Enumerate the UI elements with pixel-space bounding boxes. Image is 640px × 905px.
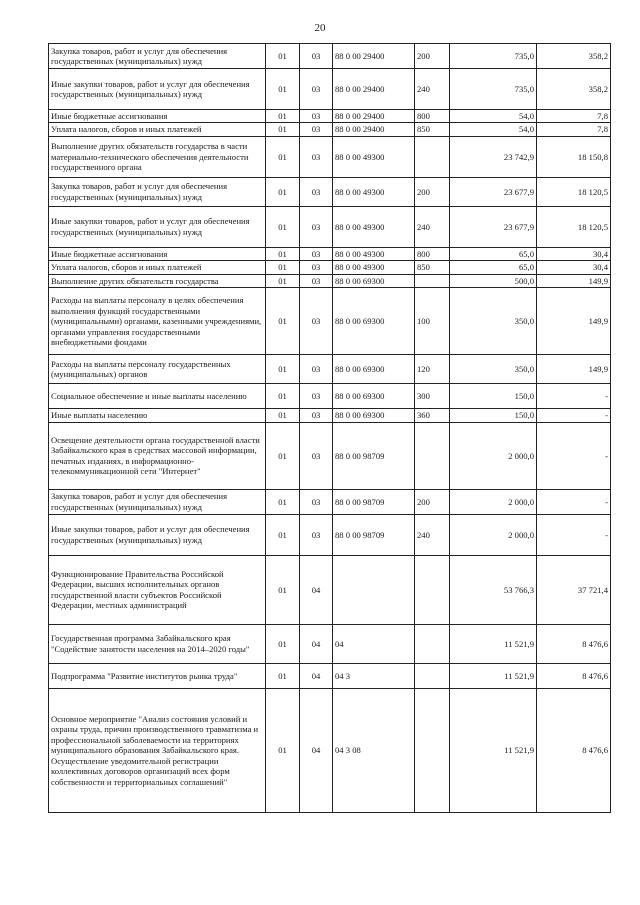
subsection-code: 03 xyxy=(300,384,333,409)
planned-amount: 150,0 xyxy=(450,409,537,422)
expense-type-code: 800 xyxy=(415,247,450,260)
section-code: 01 xyxy=(266,514,300,555)
expense-type-code: 200 xyxy=(415,489,450,514)
table-row xyxy=(49,44,611,69)
expense-type-code: 120 xyxy=(415,355,450,384)
target-article-code: 88 0 00 69300 xyxy=(333,274,415,287)
item-name: Иные бюджетные ассигнования xyxy=(49,247,266,260)
executed-amount: 358,2 xyxy=(537,44,611,69)
expense-type-code xyxy=(415,624,450,663)
section-code: 01 xyxy=(266,384,300,409)
expense-type-code: 240 xyxy=(415,514,450,555)
target-article-code: 88 0 00 29400 xyxy=(333,44,415,69)
planned-amount: 150,0 xyxy=(450,384,537,409)
item-name: Выполнение других обязательств государства в части материально-технического обеспечения деятельности государственного органа xyxy=(49,136,266,177)
item-name: Функционирование Правительства Российской Федерации, высших исполнительных органов государственной власти субъектов Российской Федерации, местных администраций xyxy=(49,555,266,624)
expense-type-code: 200 xyxy=(415,177,450,206)
executed-amount: - xyxy=(537,409,611,422)
section-code: 01 xyxy=(266,688,300,812)
section-code: 01 xyxy=(266,555,300,624)
planned-amount: 11 521,9 xyxy=(450,663,537,688)
executed-amount: 7,8 xyxy=(537,110,611,123)
expense-type-code: 240 xyxy=(415,206,450,247)
target-article-code: 88 0 00 98709 xyxy=(333,489,415,514)
table-row xyxy=(49,261,611,274)
target-article-code: 88 0 00 69300 xyxy=(333,409,415,422)
target-article-code: 88 0 00 49300 xyxy=(333,206,415,247)
subsection-code: 04 xyxy=(300,624,333,663)
expense-type-code: 360 xyxy=(415,409,450,422)
item-name: Закупка товаров, работ и услуг для обеспечения государственных (муниципальных) нужд xyxy=(49,177,266,206)
subsection-code: 03 xyxy=(300,177,333,206)
planned-amount: 735,0 xyxy=(450,44,537,69)
item-name: Расходы на выплаты персоналу в целях обеспечения выполнения функций государственными (муниципальными) органами, казенными учреждениями, органами управления государственными внебюджетными фондами xyxy=(49,288,266,355)
table-row xyxy=(49,288,611,355)
section-code: 01 xyxy=(266,247,300,260)
target-article-code xyxy=(333,555,415,624)
subsection-code: 03 xyxy=(300,489,333,514)
expense-type-code xyxy=(415,555,450,624)
executed-amount: 18 120,5 xyxy=(537,177,611,206)
section-code: 01 xyxy=(266,206,300,247)
executed-amount: - xyxy=(537,422,611,489)
target-article-code: 88 0 00 69300 xyxy=(333,288,415,355)
budget-table xyxy=(48,43,611,813)
planned-amount: 350,0 xyxy=(450,355,537,384)
executed-amount: 7,8 xyxy=(537,123,611,136)
item-name: Закупка товаров, работ и услуг для обеспечения государственных (муниципальных) нужд xyxy=(49,489,266,514)
table-row xyxy=(49,514,611,555)
expense-type-code: 200 xyxy=(415,44,450,69)
table-row xyxy=(49,422,611,489)
subsection-code: 04 xyxy=(300,555,333,624)
planned-amount: 54,0 xyxy=(450,110,537,123)
section-code: 01 xyxy=(266,44,300,69)
executed-amount: 18 120,5 xyxy=(537,206,611,247)
planned-amount: 2 000,0 xyxy=(450,489,537,514)
table-row xyxy=(49,355,611,384)
item-name: Социальное обеспечение и иные выплаты населению xyxy=(49,384,266,409)
executed-amount: - xyxy=(537,384,611,409)
planned-amount: 11 521,9 xyxy=(450,624,537,663)
item-name: Иные закупки товаров, работ и услуг для обеспечения государственных (муниципальных) нужд xyxy=(49,514,266,555)
subsection-code: 03 xyxy=(300,274,333,287)
section-code: 01 xyxy=(266,261,300,274)
item-name: Иные закупки товаров, работ и услуг для обеспечения государственных (муниципальных) нужд xyxy=(49,69,266,110)
section-code: 01 xyxy=(266,69,300,110)
target-article-code: 88 0 00 49300 xyxy=(333,261,415,274)
subsection-code: 03 xyxy=(300,261,333,274)
expense-type-code xyxy=(415,274,450,287)
item-name: Государственная программа Забайкальского края "Содействие занятости населения на 2014–2020 годы" xyxy=(49,624,266,663)
section-code: 01 xyxy=(266,136,300,177)
planned-amount: 23 677,9 xyxy=(450,206,537,247)
section-code: 01 xyxy=(266,624,300,663)
subsection-code: 04 xyxy=(300,688,333,812)
item-name: Иные бюджетные ассигнования xyxy=(49,110,266,123)
item-name: Освещение деятельности органа государственной власти Забайкальского края в средствах массовой информации, печатных изданиях, в информационно-телекоммуникационной сети "Интернет" xyxy=(49,422,266,489)
target-article-code: 88 0 00 98709 xyxy=(333,422,415,489)
planned-amount: 350,0 xyxy=(450,288,537,355)
expense-type-code: 100 xyxy=(415,288,450,355)
expense-type-code: 850 xyxy=(415,123,450,136)
executed-amount: 149,9 xyxy=(537,288,611,355)
subsection-code: 03 xyxy=(300,514,333,555)
subsection-code: 04 xyxy=(300,663,333,688)
table-row xyxy=(49,555,611,624)
target-article-code: 04 3 08 xyxy=(333,688,415,812)
planned-amount: 65,0 xyxy=(450,261,537,274)
executed-amount: 149,9 xyxy=(537,274,611,287)
executed-amount: 8 476,6 xyxy=(537,663,611,688)
planned-amount: 11 521,9 xyxy=(450,688,537,812)
item-name: Расходы на выплаты персоналу государственных (муниципальных) органов xyxy=(49,355,266,384)
table-row xyxy=(49,247,611,260)
expense-type-code xyxy=(415,663,450,688)
planned-amount: 23 742,9 xyxy=(450,136,537,177)
table-row xyxy=(49,136,611,177)
subsection-code: 03 xyxy=(300,110,333,123)
table-row xyxy=(49,384,611,409)
executed-amount: 8 476,6 xyxy=(537,688,611,812)
expense-type-code: 240 xyxy=(415,69,450,110)
subsection-code: 03 xyxy=(300,247,333,260)
table-row xyxy=(49,663,611,688)
item-name: Основное мероприятие "Анализ состояния условий и охраны труда, причин производственного травматизма и профессиональной заболеваемости на территориях муниципального образования Забайкальского края. Осуществление уведомительной регистрации коллективных договоров организаций всех форм собственности и территориальных соглашений" xyxy=(49,688,266,812)
table-row xyxy=(49,206,611,247)
planned-amount: 735,0 xyxy=(450,69,537,110)
expense-type-code xyxy=(415,136,450,177)
target-article-code: 88 0 00 98709 xyxy=(333,514,415,555)
planned-amount: 53 766,3 xyxy=(450,555,537,624)
executed-amount: 18 150,8 xyxy=(537,136,611,177)
item-name: Уплата налогов, сборов и иных платежей xyxy=(49,261,266,274)
subsection-code: 03 xyxy=(300,288,333,355)
section-code: 01 xyxy=(266,288,300,355)
section-code: 01 xyxy=(266,409,300,422)
item-name: Подпрограмма "Развитие институтов рынка труда" xyxy=(49,663,266,688)
target-article-code: 88 0 00 69300 xyxy=(333,384,415,409)
item-name: Уплата налогов, сборов и иных платежей xyxy=(49,123,266,136)
planned-amount: 54,0 xyxy=(450,123,537,136)
expense-type-code: 800 xyxy=(415,110,450,123)
table-row xyxy=(49,624,611,663)
subsection-code: 03 xyxy=(300,409,333,422)
executed-amount: - xyxy=(537,514,611,555)
planned-amount: 65,0 xyxy=(450,247,537,260)
section-code: 01 xyxy=(266,663,300,688)
page-number: 20 xyxy=(314,22,326,34)
expense-type-code: 850 xyxy=(415,261,450,274)
target-article-code: 88 0 00 29400 xyxy=(333,110,415,123)
table-row xyxy=(49,69,611,110)
target-article-code: 88 0 00 49300 xyxy=(333,136,415,177)
table-row xyxy=(49,123,611,136)
subsection-code: 03 xyxy=(300,136,333,177)
section-code: 01 xyxy=(266,422,300,489)
executed-amount: 149,9 xyxy=(537,355,611,384)
subsection-code: 03 xyxy=(300,123,333,136)
executed-amount: 358,2 xyxy=(537,69,611,110)
item-name: Закупка товаров, работ и услуг для обеспечения государственных (муниципальных) нужд xyxy=(49,44,266,69)
table-row xyxy=(49,177,611,206)
expense-type-code xyxy=(415,422,450,489)
planned-amount: 500,0 xyxy=(450,274,537,287)
budget-table-body xyxy=(49,44,611,813)
item-name: Иные закупки товаров, работ и услуг для обеспечения государственных (муниципальных) нужд xyxy=(49,206,266,247)
item-name: Иные выплаты населению xyxy=(49,409,266,422)
target-article-code: 04 xyxy=(333,624,415,663)
target-article-code: 88 0 00 49300 xyxy=(333,247,415,260)
table-row xyxy=(49,110,611,123)
executed-amount: 30,4 xyxy=(537,247,611,260)
executed-amount: 30,4 xyxy=(537,261,611,274)
expense-type-code xyxy=(415,688,450,812)
executed-amount: - xyxy=(537,489,611,514)
planned-amount: 2 000,0 xyxy=(450,422,537,489)
executed-amount: 37 721,4 xyxy=(537,555,611,624)
section-code: 01 xyxy=(266,489,300,514)
section-code: 01 xyxy=(266,274,300,287)
target-article-code: 88 0 00 69300 xyxy=(333,355,415,384)
subsection-code: 03 xyxy=(300,44,333,69)
table-row xyxy=(49,409,611,422)
target-article-code: 88 0 00 29400 xyxy=(333,123,415,136)
section-code: 01 xyxy=(266,177,300,206)
table-row xyxy=(49,688,611,812)
subsection-code: 03 xyxy=(300,69,333,110)
table-row xyxy=(49,489,611,514)
item-name: Выполнение других обязательств государства xyxy=(49,274,266,287)
expense-type-code: 300 xyxy=(415,384,450,409)
subsection-code: 03 xyxy=(300,355,333,384)
target-article-code: 88 0 00 29400 xyxy=(333,69,415,110)
section-code: 01 xyxy=(266,110,300,123)
subsection-code: 03 xyxy=(300,206,333,247)
section-code: 01 xyxy=(266,123,300,136)
subsection-code: 03 xyxy=(300,422,333,489)
target-article-code: 88 0 00 49300 xyxy=(333,177,415,206)
target-article-code: 04 3 xyxy=(333,663,415,688)
executed-amount: 8 476,6 xyxy=(537,624,611,663)
table-row xyxy=(49,274,611,287)
planned-amount: 23 677,9 xyxy=(450,177,537,206)
section-code: 01 xyxy=(266,355,300,384)
planned-amount: 2 000,0 xyxy=(450,514,537,555)
